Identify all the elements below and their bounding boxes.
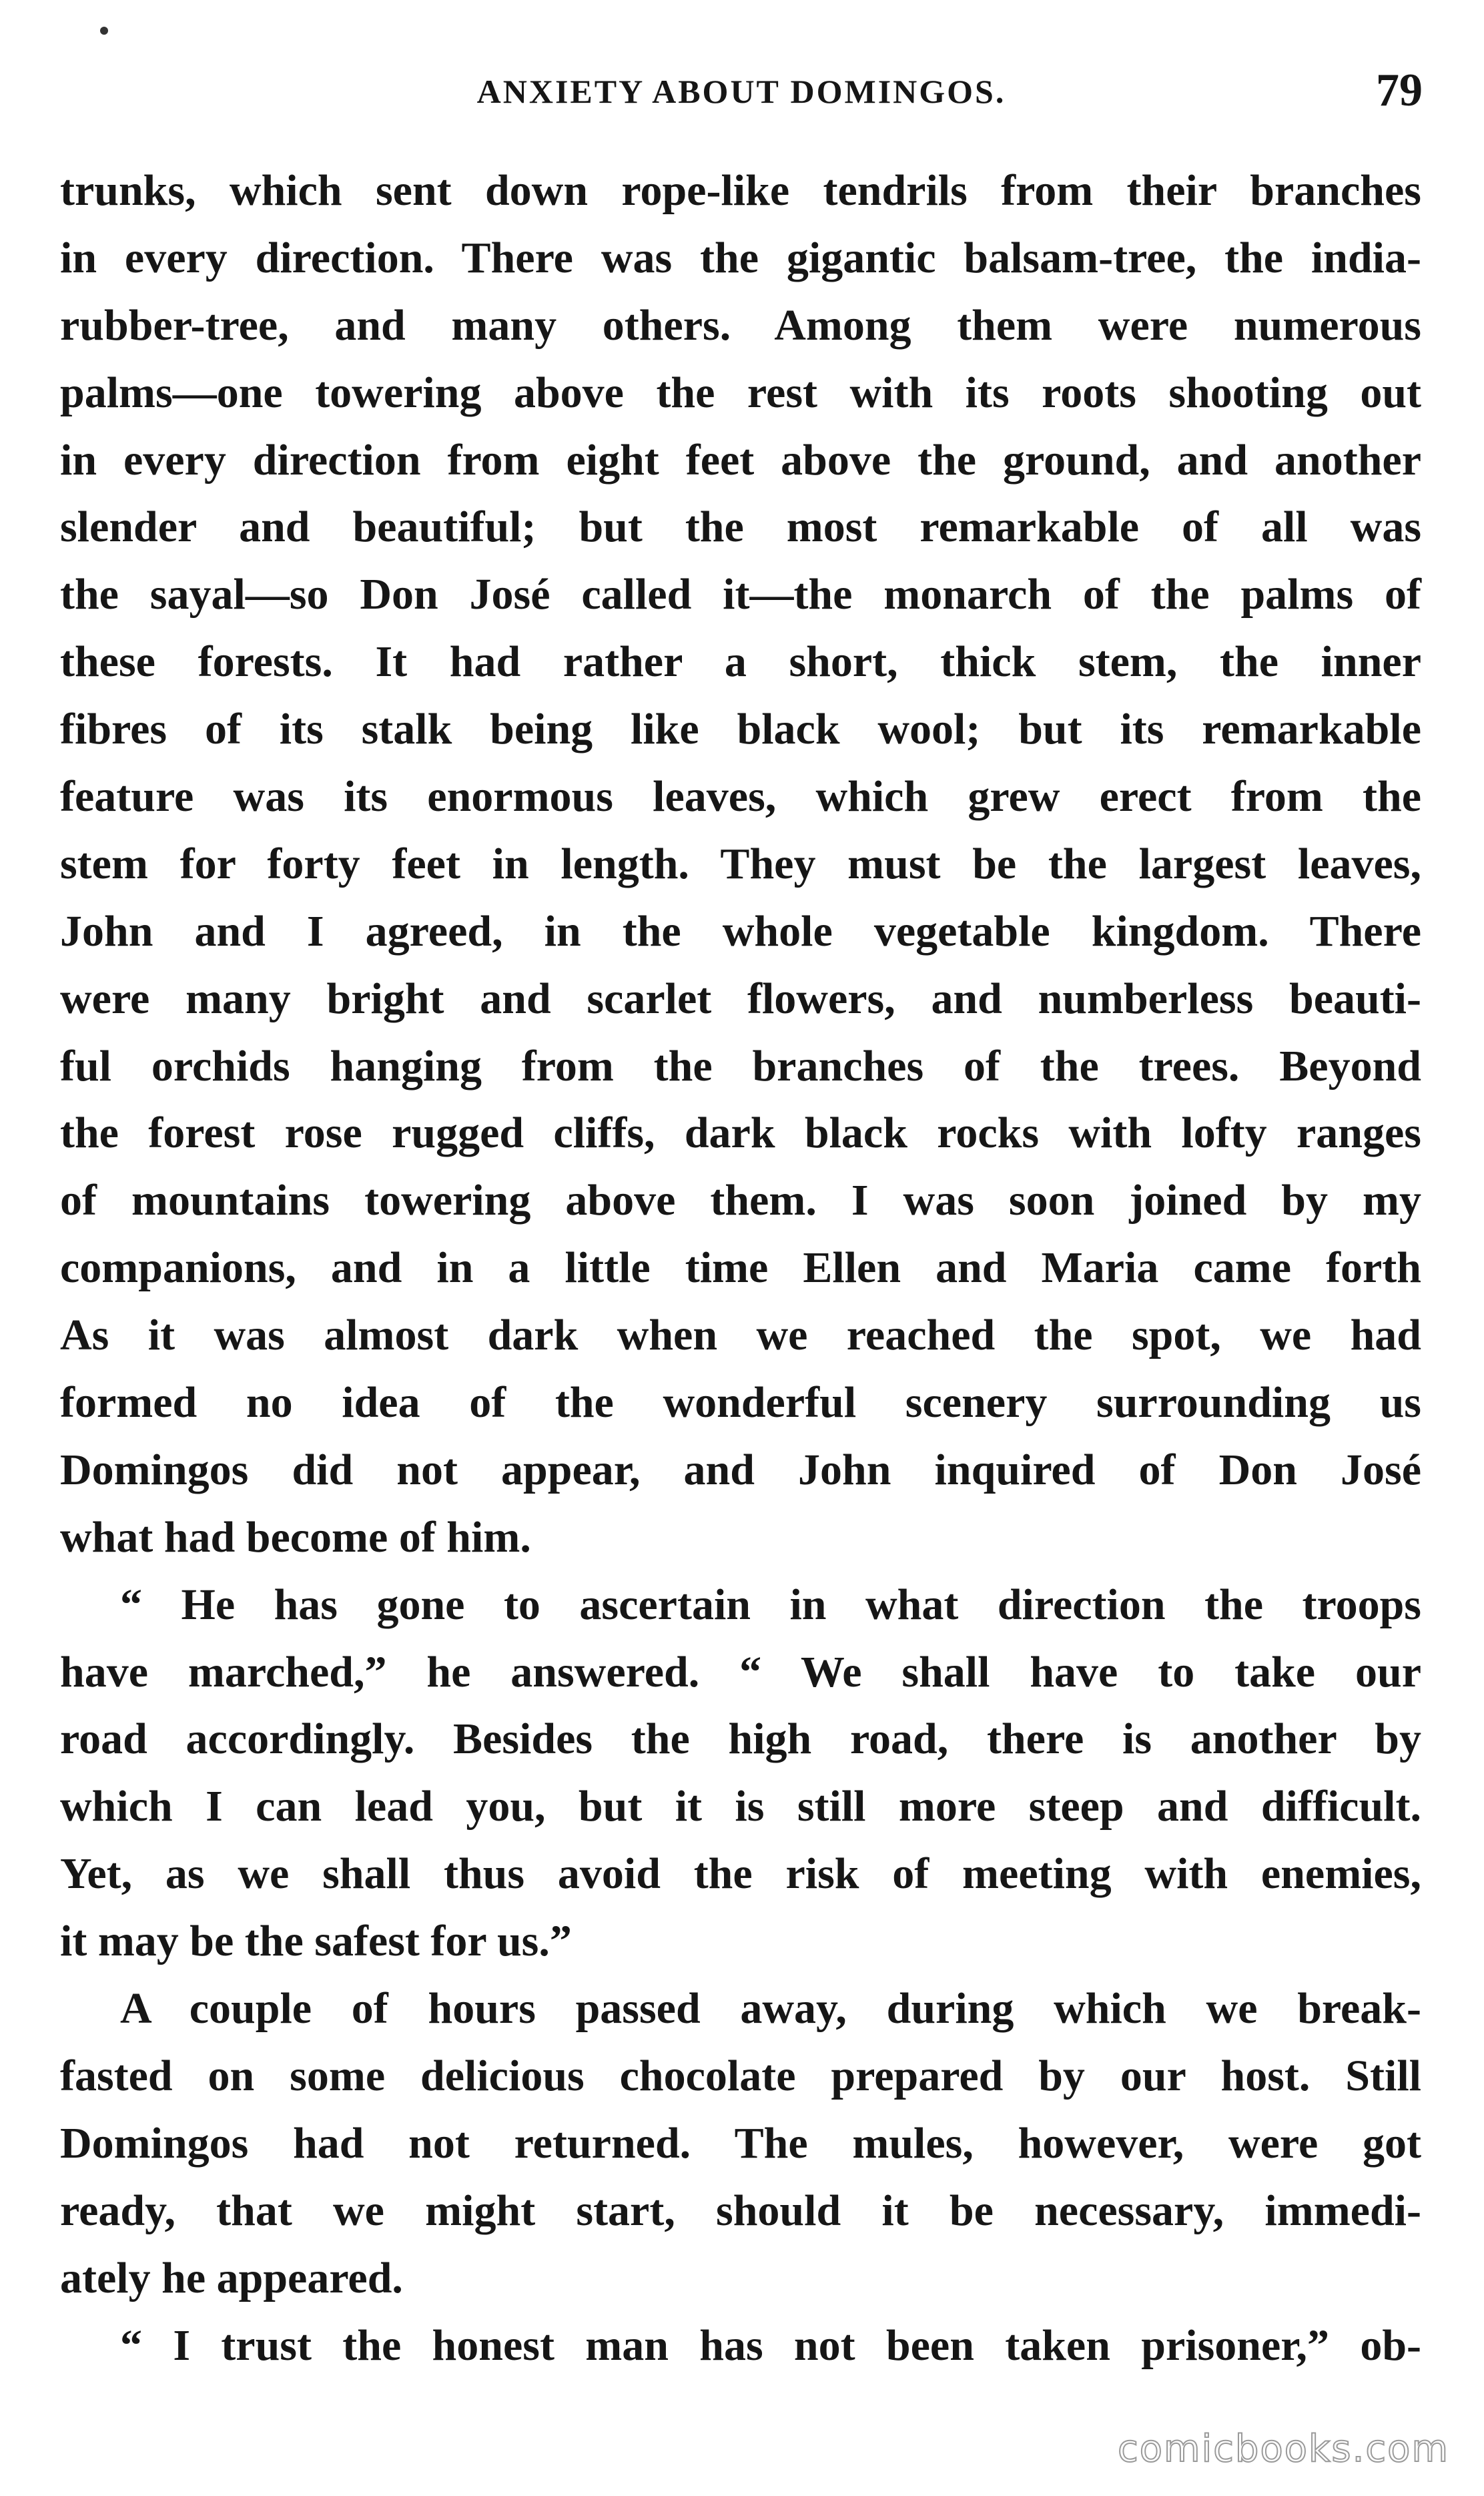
- text-line: A couple of hours passed away, during which we break-: [120, 1984, 1421, 2034]
- text-line: in every direction. There was the gigantic balsam-tree, the india-: [60, 233, 1421, 282]
- ink-speck: [100, 27, 108, 35]
- page-header: [60, 64, 1423, 124]
- text-line: slender and beautiful; but the most remarkable of all was: [60, 503, 1421, 552]
- text-line: the forest rose rugged cliffs, dark black rocks with lofty ranges: [60, 1109, 1421, 1158]
- text-line: it may be the safest for us.”: [60, 1917, 572, 1966]
- text-line: Domingos had not returned. The mules, however, were got: [60, 2118, 1421, 2168]
- text-line: in every direction from eight feet above the ground, and another: [60, 435, 1421, 485]
- body-text: [60, 158, 1421, 2379]
- text-line: trunks, which sent down rope-like tendrils from their branches: [60, 166, 1421, 215]
- text-line: what had become of him.: [60, 1512, 531, 1562]
- text-line: ready, that we might start, should it be necessary, immedi-: [60, 2186, 1421, 2235]
- page-number: 79: [1376, 65, 1423, 116]
- text-line: ful orchids hanging from the branches of the trees. Beyond: [60, 1041, 1421, 1090]
- text-line: were many bright and scarlet flowers, and numberless beauti-: [60, 974, 1421, 1023]
- text-line: have marched,” he answered. “ We shall have to take our: [60, 1647, 1421, 1696]
- text-line: John and I agreed, in the whole vegetable kingdom. There: [60, 906, 1421, 956]
- text-line: feature was its enormous leaves, which grew erect from the: [60, 772, 1421, 822]
- text-line: Yet, as we shall thus avoid the risk of meeting with enemies,: [60, 1849, 1421, 1899]
- text-line: “ I trust the honest man has not been taken prisoner,” ob-: [120, 2320, 1421, 2370]
- text-line: formed no idea of the wonderful scenery surrounding us: [60, 1378, 1421, 1428]
- text-line: “ He has gone to ascertain in what direction the troops: [120, 1580, 1421, 1629]
- text-line: fibres of its stalk being like black wool; but its remarkable: [60, 705, 1421, 754]
- text-line: which I can lead you, but it is still more steep and difficult.: [60, 1782, 1421, 1831]
- text-line: road accordingly. Besides the high road, there is another by: [60, 1714, 1421, 1764]
- text-line: stem for forty feet in length. They must be the largest leaves,: [60, 839, 1421, 888]
- text-line: fasted on some delicious chocolate prepared by our host. Still: [60, 2051, 1421, 2100]
- text-line: rubber-tree, and many others. Among them were numerous: [60, 300, 1421, 350]
- text-line: As it was almost dark when we reached the spot, we had: [60, 1311, 1421, 1360]
- text-line: Domingos did not appear, and John inquired of Don José: [60, 1445, 1421, 1494]
- text-line: the sayal—so Don José called it—the monarch of the palms of: [60, 570, 1421, 619]
- text-line: companions, and in a little time Ellen and Maria came forth: [60, 1243, 1421, 1293]
- text-line: of mountains towering above them. I was soon joined by my: [60, 1176, 1421, 1225]
- text-line: palms—one towering above the rest with its roots shooting out: [60, 368, 1421, 417]
- text-line: these forests. It had rather a short, thick stem, the inner: [60, 637, 1421, 687]
- running-head: ANXIETY ABOUT DOMINGOS.: [476, 73, 1006, 110]
- text-line: ately he appeared.: [60, 2253, 403, 2302]
- watermark: comicbooks.com: [1117, 2427, 1449, 2471]
